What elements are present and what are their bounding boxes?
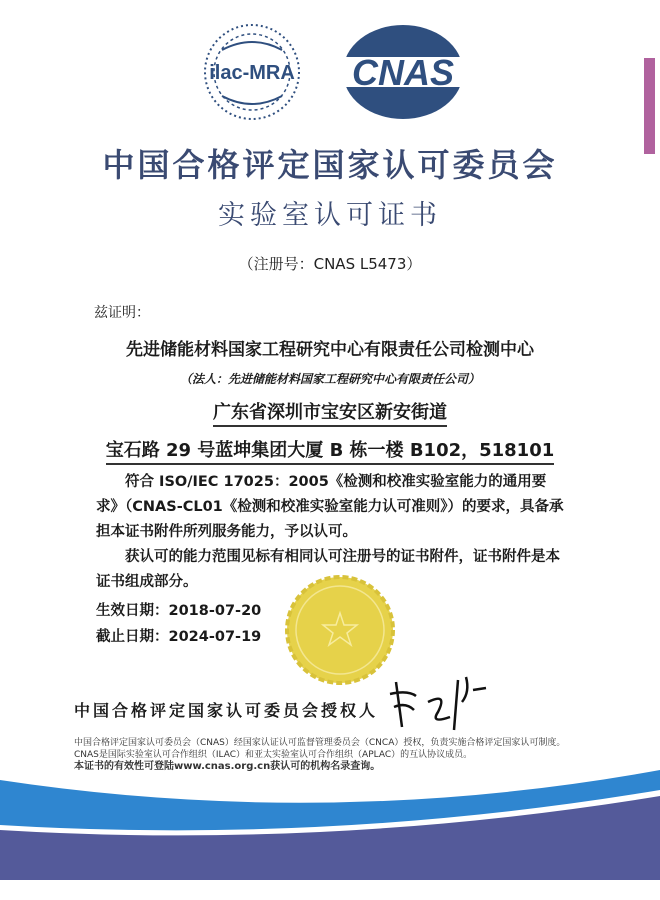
certificate-issuer-title: 中国合格评定国家认可委员会 <box>102 146 558 184</box>
signature-icon <box>388 672 498 732</box>
fine-print <box>74 737 634 773</box>
registration-number: （注册号：CNAS L5473） <box>238 255 422 273</box>
effective-date: 生效日期：2018-07-20 <box>96 603 262 619</box>
logos <box>0 22 660 122</box>
address-line-2: 宝石路 29 号蓝坤集团大厦 B 栋一楼 B102，518101 <box>0 436 660 462</box>
scope-paragraph: 获认可的能力范围见标有相同认可注册号的证书附件，证书附件是本证书组成部分。 <box>96 549 560 590</box>
hereby-certify-label: 兹证明： <box>94 305 150 321</box>
validity-dates <box>96 598 261 650</box>
decorative-wave-band <box>0 770 660 880</box>
svg-text:CNAS: CNAS <box>351 52 455 93</box>
gold-seal-icon <box>285 575 395 685</box>
fine-print-line-1: 中国合格评定国家认可委员会（CNAS）经国家认证认可监督管理委员会（CNCA）授权，负责实施合格评定国家认可制度。 <box>74 738 566 748</box>
fine-print-line-3: 本证书的有效性可登陆www.cnas.org.cn获认可的机构名录查询。 <box>74 761 381 772</box>
fine-print-line-2: CNAS是国际实验室认可合作组织（ILAC）和亚太实验室认可合作组织（APLAC）的互认协议成员。 <box>74 750 473 760</box>
authorized-signatory-label: 中国合格评定国家认可委员会授权人 <box>74 701 379 720</box>
expiry-date: 截止日期：2024-07-19 <box>96 629 262 645</box>
address-line-1: 广东省深圳市宝安区新安街道 <box>0 398 660 424</box>
certificate-title: 实验室认可证书 <box>218 200 442 231</box>
ilac-mra-logo-icon <box>205 25 299 119</box>
cnas-logo-icon <box>335 25 475 119</box>
svg-text:ilac-MRA: ilac-MRA <box>209 62 295 84</box>
legal-entity: （法人：先进储能材料国家工程研究中心有限责任公司） <box>179 372 480 386</box>
compliance-paragraph: 符合 ISO/IEC 17025：2005《检测和校准实验室能力的通用要求》（CNAS-CL01《检测和校准实验室能力认可准则》）的要求，具备承担本证书附件所列服务能力，予以认可。 <box>96 474 564 540</box>
organization-name: 先进储能材料国家工程研究中心有限责任公司检测中心 <box>126 340 534 360</box>
